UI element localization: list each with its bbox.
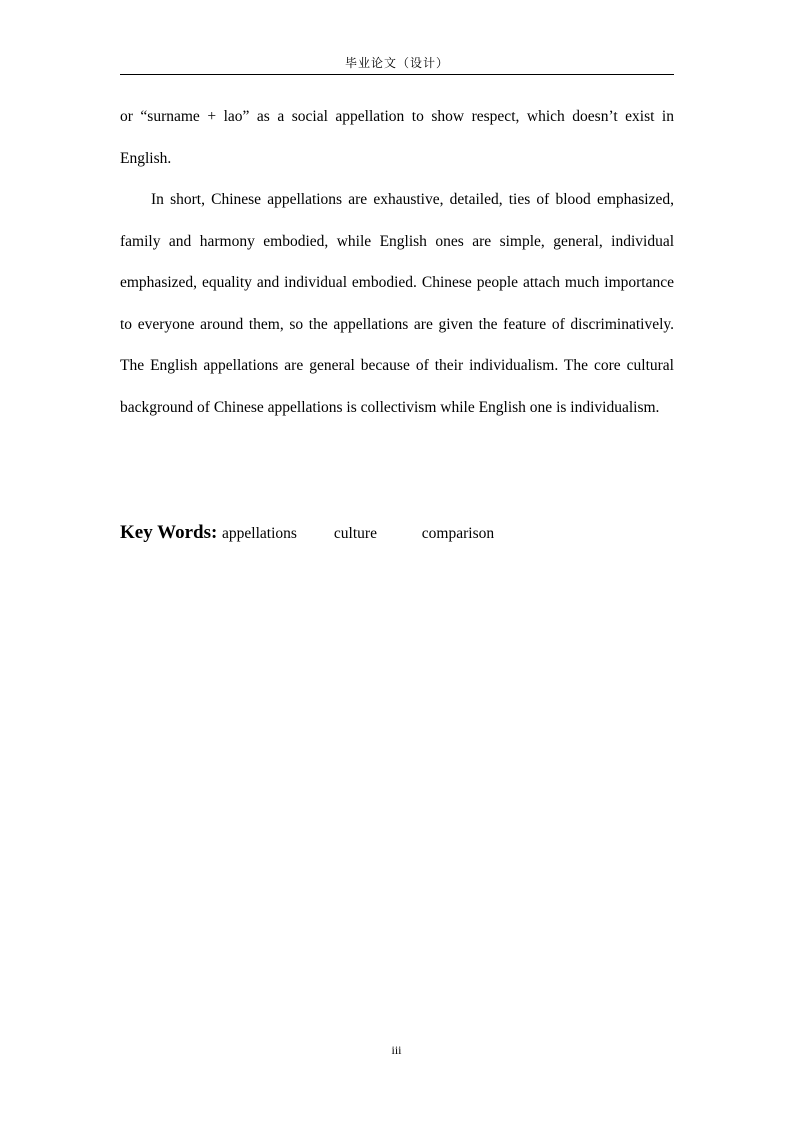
header-title: 毕业论文（设计）	[344, 56, 449, 70]
paragraph-summary: In short, Chinese appellations are exhaustive, detailed, ties of blood emphasized, family and harmony embodied, while English ones are simple, general, individual emphasized, equality and individual embodied. Chinese people attach much importance to everyone around them, so the appellations are given the feature of discriminatively. The English appellations are general because of their individualism. The core cultural background of Chinese appellations is collectivism while English one is individualism.	[120, 191, 674, 416]
keyword-term: comparison	[421, 525, 495, 542]
keyword-term: appellations	[222, 525, 297, 542]
paragraph-continuation: or “surname + lao” as a social appellation to show respect, which doesn’t exist in English.	[120, 108, 674, 167]
page-number: iii	[391, 1043, 402, 1057]
keywords-line	[120, 520, 674, 547]
keyword-term: culture	[333, 525, 377, 542]
abstract-body	[120, 96, 674, 428]
keywords-label: Key Words:	[120, 522, 223, 543]
page-header	[120, 53, 674, 75]
